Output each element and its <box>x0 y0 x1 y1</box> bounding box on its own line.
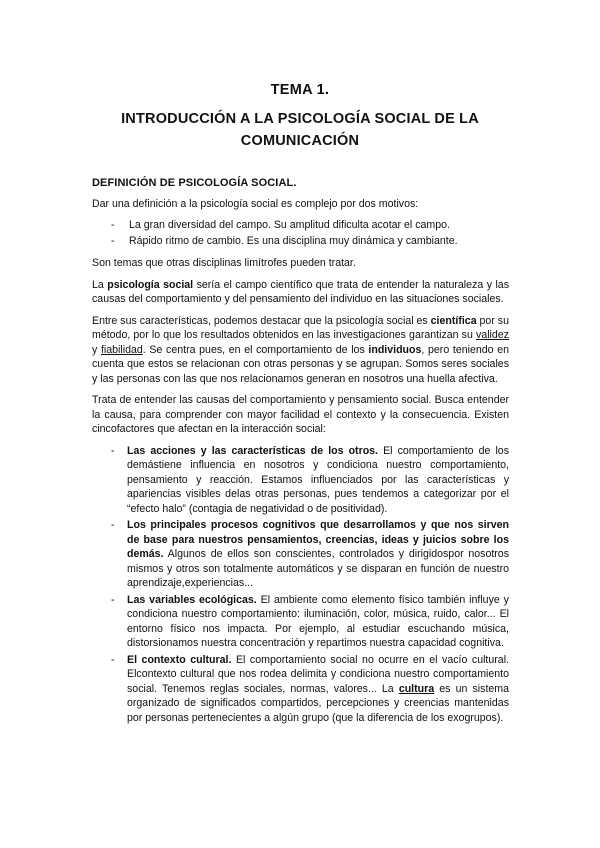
document-body <box>92 176 509 727</box>
underlined-term: validez <box>476 329 509 341</box>
text-run: La <box>92 278 108 291</box>
topic-number: TEMA 1. <box>270 82 330 98</box>
factor-text: El comportamiento de los demástiene influencia en nosotros y condiciona nuestro comportamiento, pensamiento y reacción. Estamos influenciados por las características y apariencias visibles delas otras personas, pues tendemos a categorizar por el “efecto halo” (contagia de negatividad o de positividad). <box>127 444 509 515</box>
factor-text: El ambiente como elemento físico también influye y condiciona nuestro comportamiento: iluminación, color, música, ruido, calor... El entorno físico nos impacta. Por ejemplo, al estudiar escuchando música, distorsionamos nuestra concentración y repartimos nuestra capacidad cognitiva. <box>127 593 509 649</box>
list-item <box>92 593 509 651</box>
bold-term: individuos <box>368 343 422 356</box>
factor-text: El comportamiento social no ocurre en el vacío cultural. Elcontexto cultural que nos rodea delimita y condiciona nuestro comportamiento social. Tenemos reglas sociales, normas, valores... La <box>127 653 509 695</box>
list-item: - La gran diversidad del campo. Su amplitud dificulta acotar el campo. <box>92 218 509 233</box>
document-title: INTRODUCCIÓN A LA PSICOLOGÍA SOCIAL DE LA COMUNICACIÓN <box>121 111 479 149</box>
factor-title: Los principales procesos cognitivos que desarrollamos y que nos sirven de base para nuestros pensamientos, creencias, ideas y juicios sobre los demás. <box>127 519 509 560</box>
intro-paragraph: Dar una definición a la psicología social es complejo por dos motivos: <box>92 197 419 210</box>
list-item <box>92 444 509 517</box>
motives-list <box>92 218 509 248</box>
text-run: por su método, por lo que los resultados obtenidos en las investigaciones garantizan su <box>92 314 509 341</box>
text-run: Entre sus características, podemos destacar que la psicología social es <box>92 314 431 327</box>
text-run: y <box>92 343 101 356</box>
characteristics-paragraph <box>92 314 509 387</box>
causes-paragraph: Trata de entender las causas del comportamiento y pensamiento social. Busca entender la causa, para comprender con mayor facilidad el contexto y la consecuencia. Existen cincofactores que afectan en la interacción social: <box>92 394 509 435</box>
factor-text: Algunos de ellos son conscientes, controlados y dirigidospor nosotros mismos y otros son totalmente automáticos y se disparan en función de nuestro aprendizaje,experiencias... <box>127 548 509 589</box>
section-heading: DEFINICIÓN DE PSICOLOGÍA SOCIAL. <box>92 177 297 189</box>
underlined-term: fiabilidad <box>100 343 143 356</box>
factor-title: Las variables ecológicas. <box>127 593 257 606</box>
definition-paragraph <box>92 278 509 307</box>
bold-term: psicología social <box>107 278 194 291</box>
list-item: - Rápido ritmo de cambio. Es una disciplina muy dinámica y cambiante. <box>92 234 509 249</box>
text-run: sería el campo científico que trata de entender la naturaleza y las causas del comportamiento y del pensamiento del individuo en las situaciones sociales. <box>92 278 509 305</box>
text-run: . Se centra pues, en el comportamiento de los <box>142 343 369 356</box>
factors-list <box>92 444 509 726</box>
factor-text: es un sistema organizado de significados compartidos, percepciones y creencias mantenidas por personas pertenecientes a algún grupo (que la diferencia de los exogrupos). <box>127 682 509 724</box>
factor-title: El contexto cultural. <box>127 653 232 666</box>
list-item <box>92 653 509 726</box>
limits-paragraph: Son temas que otras disciplinas limítrofes pueden tratar. <box>92 257 356 269</box>
list-item <box>92 518 509 591</box>
bold-term: científica <box>430 314 477 327</box>
underlined-term: cultura <box>398 682 435 695</box>
factor-title: Las acciones y las características de los otros. <box>127 444 379 457</box>
text-run: , pero teniendo en cuenta que estos se relacionan con otras personas y se agrupan. Somos seres sociales y las personas con las que nos relacionamos generan en nosotros una huella afectiva. <box>92 343 509 385</box>
